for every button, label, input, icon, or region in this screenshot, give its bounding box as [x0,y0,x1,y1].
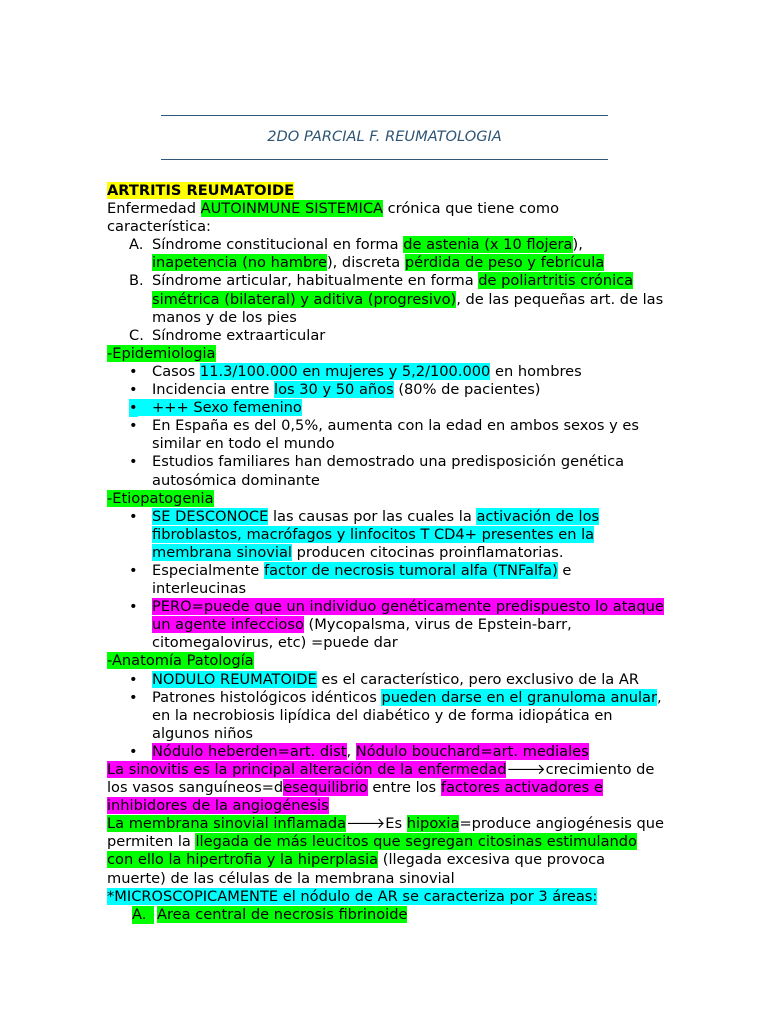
section-heading-epidemiologia: -Epidemiologia [107,344,216,362]
section-heading-anatomia: -Anatomía Patología [107,652,254,670]
list-item: • Estudios familiares han demostrado una predisposición genética autosómica dominante [129,453,625,489]
list-item: • Nódulo heberden=art. dist, Nódulo bouchard=art. mediales [129,742,589,760]
list-item: • Incidencia entre los 30 y 50 años (80% de pacientes) [129,381,541,399]
intro-paragraph: Enfermedad AUTOINMUNE SISTEMICA crónica que tiene como característica: [107,200,560,236]
list-item: • En España es del 0,5%, aumenta con la edad en ambos sexos y es similar en todo el mundo [129,417,639,453]
page-title: 2DO PARCIAL F. REUMATOLOGIA [267,128,502,145]
list-item-a: A. Síndrome constitucional en forma de astenia (x 10 flojera), inapetencia (no hambre), discreta pérdida de peso y febrícula [129,236,605,272]
header-top-rule [161,115,608,116]
list-item: • Patrones histológicos idénticos pueden darse en el granuloma anular, en la necrobiosis lipídica del diabético y de forma idiopática en algunos niños [129,688,662,742]
list-item: • Casos 11.3/100.000 en mujeres y 5,2/100.000 en hombres [129,362,582,380]
list-item: • PERO=puede que un individuo genéticamente predispuesto lo ataque un agente infeccioso (Mycopalsma, virus de Epstein-barr, citomegalovirus, etc) =puede dar [129,598,664,652]
microscopic-paragraph: *MICROSCOPICAMENTE el nódulo de AR se caracteriza por 3 áreas: [107,887,598,905]
list-item: • NODULO REUMATOIDE es el característico, pero exclusivo de la AR [129,670,639,688]
arrow-right-icon: 🡒 [346,815,386,833]
header-bottom-rule [161,159,608,160]
list-item: • Especialmente factor de necrosis tumoral alfa (TNFalfa) e interleucinas [129,561,572,598]
document-body [107,182,667,924]
list-item-a: A. Area central de necrosis fibrinoide [132,905,408,923]
membrana-paragraph: La membrana sinovial inflamada🡒Es hipoxia=produce angiogénesis que permiten la llegada de más leucitos que segregan citosinas estimulando con ello la hipertrofia y la hiperplasia (llegada excesiva que provoca muerte) de las células de la membrana sinovial [107,815,664,887]
list-item: • SE DESCONOCE las causas por las cuales la activación de los fibroblastos, macrófagos y linfocitos T CD4+ presentes en la membrana sinovial producen citocinas proinflamatorias. [129,507,600,561]
sinovitis-paragraph: La sinovitis es la principal alteración de la enfermedad🡒crecimiento de los vasos sanguíneos=desequilibrio entre los factores activadores e inhibidores de la angiogénesis [107,761,655,815]
list-item: • +++ Sexo femenino [129,399,302,417]
list-item-b: B. Síndrome articular, habitualmente en forma de poliartritis crónica simétrica (bilateral) y aditiva (progresivo), de las pequeñas art. de las manos y de los pies [129,272,664,326]
list-item-c: C. Síndrome extraarticular [129,326,326,344]
section-heading-artritis: ARTRITIS REUMATOIDE [107,182,295,199]
section-heading-etiopatogenia: -Etiopatogenia [107,489,214,507]
arrow-right-icon: 🡒 [506,761,546,778]
